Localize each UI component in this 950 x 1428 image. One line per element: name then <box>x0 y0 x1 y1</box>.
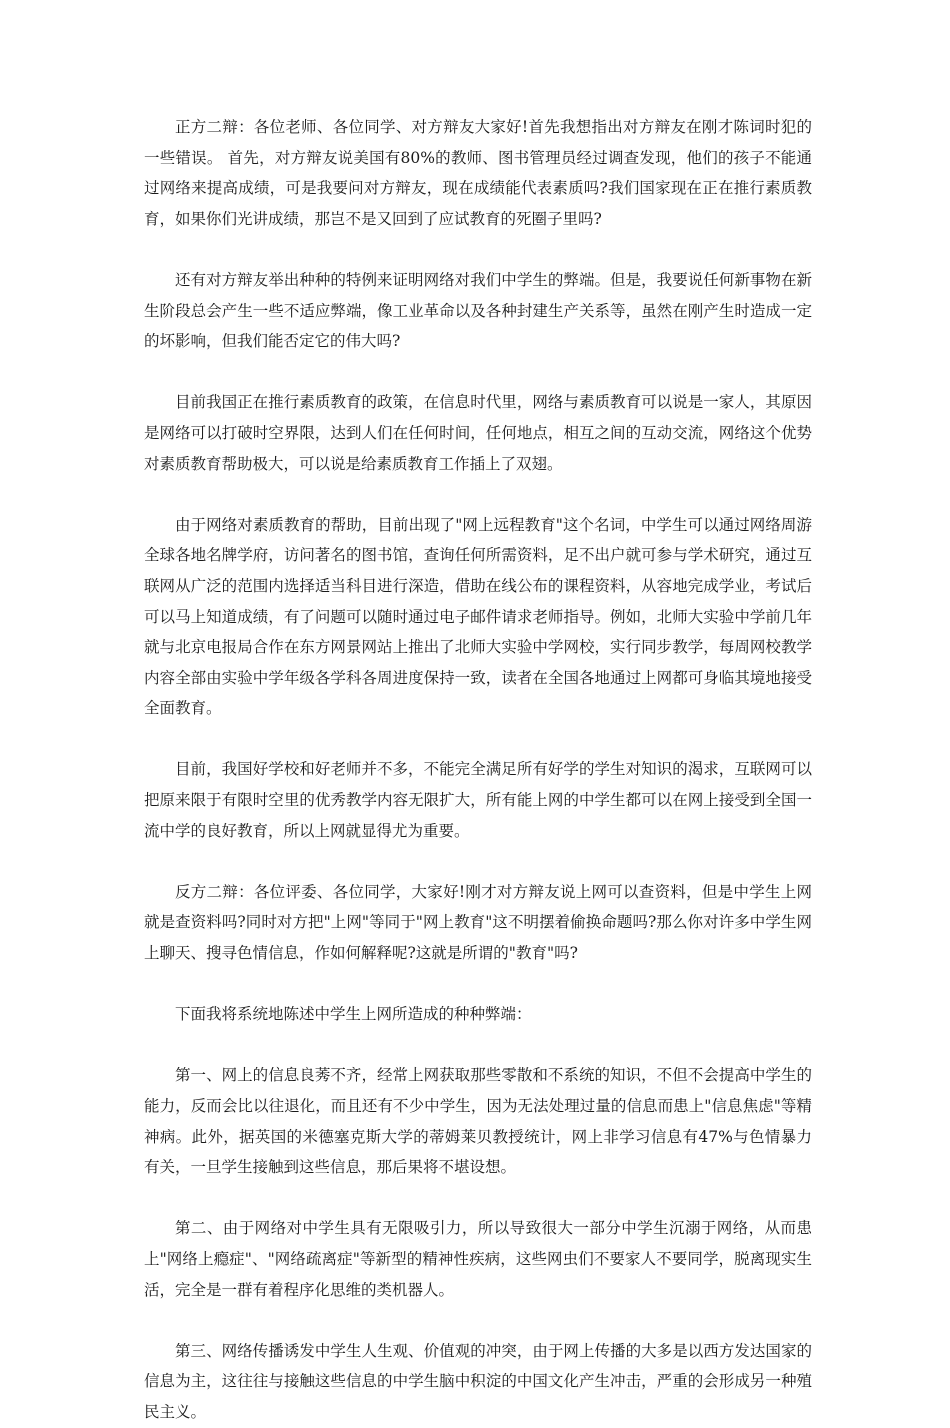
paragraph-drawback-2: 第二、由于网络对中学生具有无限吸引力，所以导致很大一部分中学生沉溺于网络，从而患上"网络上瘾症"、"网络疏离症"等新型的精神性疾病，这些网虫们不要家人不要同学，脱离现实生活，完全是一群有着程序化思维的类机器人。 <box>144 1219 812 1299</box>
paragraph-quality-education: 目前我国正在推行素质教育的政策，在信息时代里，网络与素质教育可以说是一家人，其原因是网络可以打破时空界限，达到人们在任何时间，任何地点，相互之间的互动交流，网络这个优势对素质教育帮助极大，可以说是给素质教育工作插上了双翅。 <box>144 393 812 473</box>
paragraph-drawback-3: 第三、网络传播诱发中学生人生观、价值观的冲突，由于网上传播的大多是以西方发达国家的信息为主，这往往与接触这些信息的中学生脑中积淀的中国文化产生冲击，严重的会形成另一种殖民主义。 <box>144 1341 812 1421</box>
document-body <box>144 112 812 1428</box>
paragraph-affirmative-opening: 正方二辩：各位老师、各位同学、对方辩友大家好!首先我想指出对方辩友在刚才陈词时犯的一些错误。 首先，对方辩友说美国有80%的教师、图书管理员经过调查发现，他们的孩子不能通过网络来提高成绩，可是我要问对方辩友，现在成绩能代表素质吗?我们国家现在正在推行素质教育，如果你们光讲成绩，那岂不是又回到了应试教育的死圈子里吗? <box>144 118 812 228</box>
paragraph-drawbacks-intro: 下面我将系统地陈述中学生上网所造成的种种弊端： <box>175 1005 532 1024</box>
paragraph-negative-opening: 反方二辩：各位评委、各位同学，大家好!刚才对方辩友说上网可以查资料，但是中学生上网就是查资料吗?同时对方把"上网"等同于"网上教育"这不明摆着偷换命题吗?那么你对许多中学生网上聊天、搜寻色情信息，作如何解释呢?这就是所谓的"教育"吗? <box>144 882 812 963</box>
paragraph-new-things: 还有对方辩友举出种种的特例来证明网络对我们中学生的弊端。但是，我要说任何新事物在新生阶段总会产生一些不适应弊端，像工业革命以及各种封建生产关系等，虽然在刚产生时造成一定的坏影响，但我们能否定它的伟大吗? <box>144 270 812 351</box>
paragraph-remote-education: 由于网络对素质教育的帮助，目前出现了"网上远程教育"这个名词，中学生可以通过网络周游全球各地名牌学府，访问著名的图书馆，查询任何所需资料，足不出户就可参与学术研究，通过互联网从广泛的范围内选择适当科目进行深造，借助在线公布的课程资料，从容地完成学业，考试后可以马上知道成绩，有了问题可以随时通过电子邮件请求老师指导。例如，北师大实验中学前几年就与北京电报局合作在东方网景网站上推出了北师大实验中学网校，实行同步教学，每周网校教学内容全部由实验中学年级各学科各周进度保持一致，读者在全国各地通过上网都可身临其境地接受全面教育。 <box>144 515 812 718</box>
paragraph-drawback-1: 第一、网上的信息良莠不齐，经常上网获取那些零散和不系统的知识，不但不会提高中学生的能力，反而会比以往退化，而且还有不少中学生，因为无法处理过量的信息而患上"信息焦虑"等精神病。此外，据英国的米德塞克斯大学的蒂姆莱贝教授统计，网上非学习信息有47%与色情暴力有关，一旦学生接触到这些信息，那后果将不堪设想。 <box>144 1066 812 1177</box>
paragraph-good-schools: 目前，我国好学校和好老师并不多，不能完全满足所有好学的学生对知识的渴求，互联网可以把原来限于有限时空里的优秀教学内容无限扩大，所有能上网的中学生都可以在网上接受到全国一流中学的良好教育，所以上网就显得尤为重要。 <box>144 760 812 840</box>
